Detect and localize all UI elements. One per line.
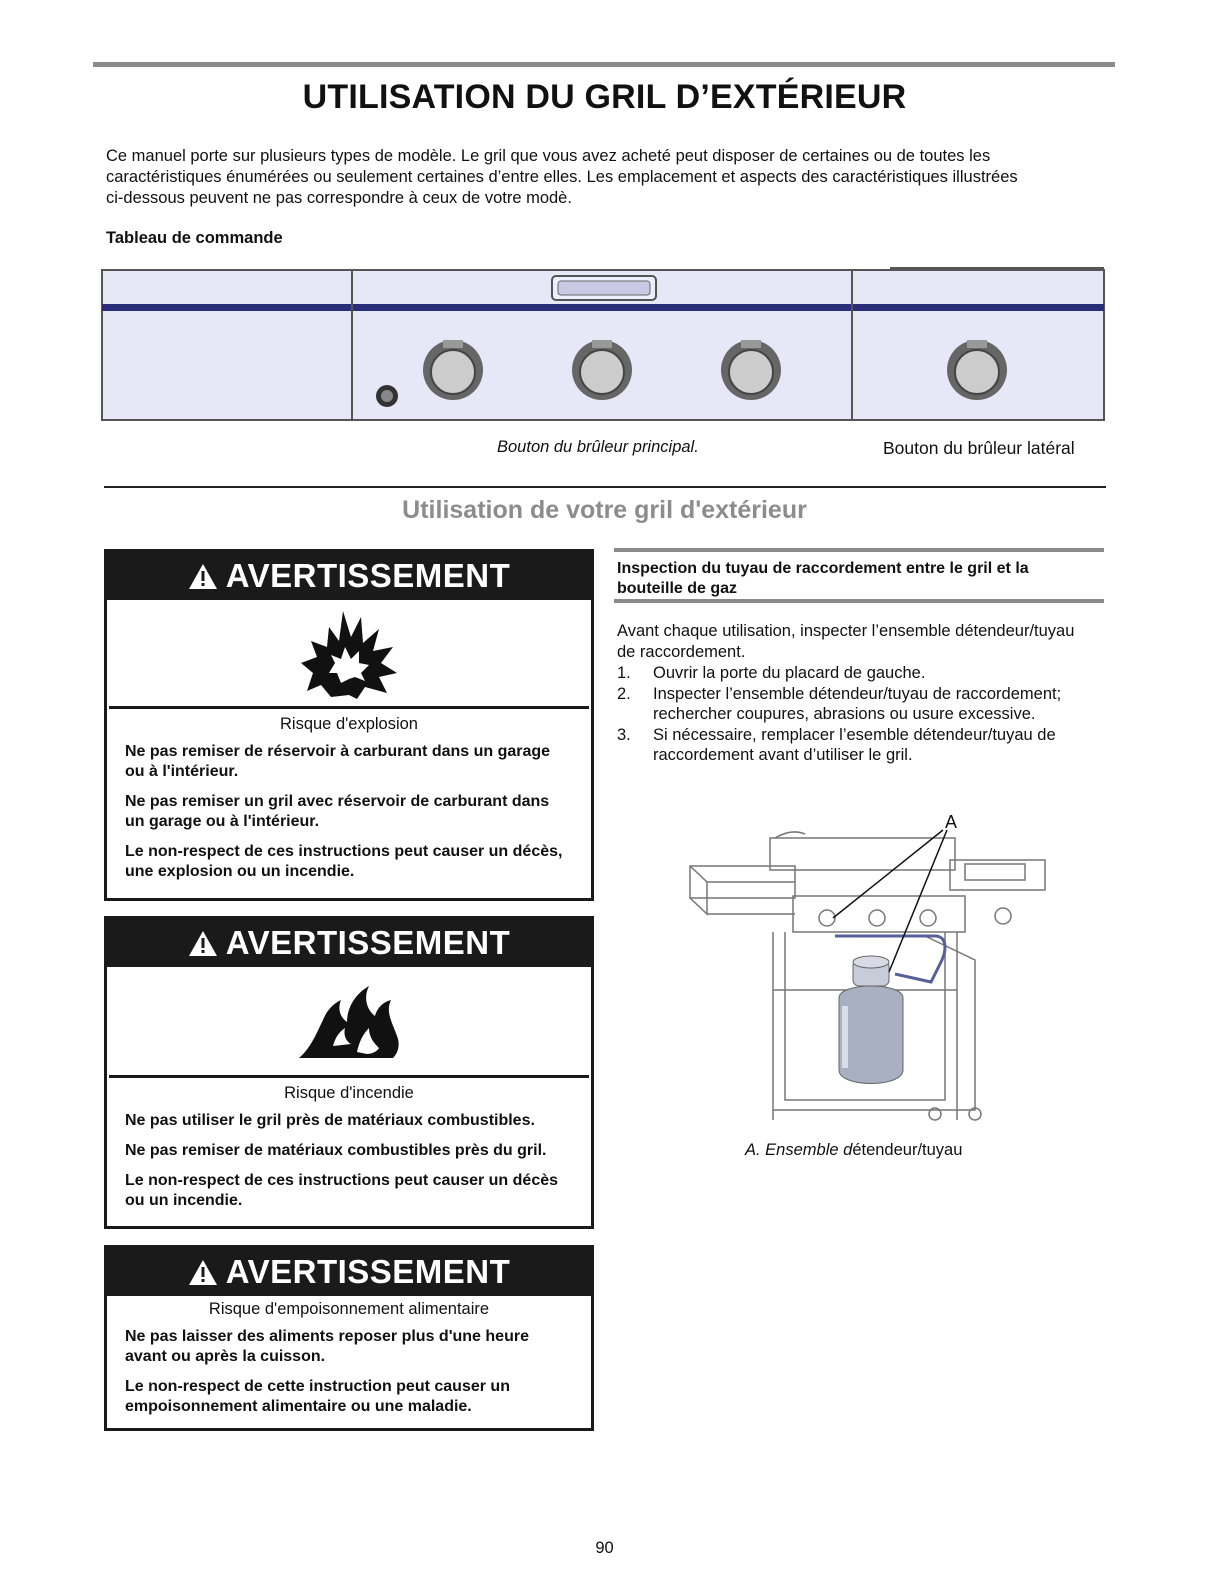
main-burner-knob-3 bbox=[721, 340, 781, 400]
step-number: 1. bbox=[617, 664, 631, 682]
page-number: 90 bbox=[595, 1539, 614, 1557]
step-text: Inspecter l’ensemble détendeur/tuyau de raccordement; rechercher coupures, abrasions ou usure excessive. bbox=[653, 684, 1062, 723]
section-rule bbox=[104, 486, 1106, 488]
intro-line: caractéristiques énumérées ou seulement certaines d’entre elles. Les emplacement et aspects des caractéristiques illustrées bbox=[106, 168, 1018, 186]
warning-risk-title: Risque d'empoisonnement alimentaire bbox=[208, 1300, 490, 1318]
warning-body bbox=[107, 709, 591, 902]
warning-box-food-poisoning bbox=[104, 1245, 594, 1431]
warning-risk-title: Risque d'incendie bbox=[284, 1084, 414, 1102]
callout-label: A bbox=[944, 812, 958, 832]
top-rule bbox=[93, 62, 1115, 67]
warning-text: Ne pas utiliser le gril près de matériaux combustibles. bbox=[125, 1112, 535, 1129]
warning-text: Le non-respect de cette instruction peut causer un empoisonnement alimentaire ou une maladie. bbox=[125, 1378, 510, 1415]
intro-line: ci-dessous peuvent ne pas correspondre à ceux de votre modè. bbox=[106, 189, 572, 207]
warning-header bbox=[107, 552, 591, 600]
main-burner-knob-1 bbox=[423, 340, 483, 400]
control-panel-label: Tableau de commande bbox=[106, 229, 283, 247]
warning-triangle-icon bbox=[188, 1259, 218, 1286]
warning-text: Le non-respect de ces instructions peut causer un décès ou un incendie. bbox=[125, 1172, 559, 1209]
side-burner-knob bbox=[947, 340, 1007, 400]
intro-line: Ce manuel porte sur plusieurs types de modèle. Le gril que vous avez acheté peut disposer de certaines ou de toutes les bbox=[106, 147, 991, 165]
step-item bbox=[617, 725, 1097, 766]
fire-icon bbox=[297, 982, 401, 1060]
warning-title: AVERTISSEMENT bbox=[225, 557, 511, 594]
control-panel-illustration bbox=[100, 266, 1110, 426]
inspection-intro: Avant chaque utilisation, inspecter l’ensemble détendeur/tuyau de raccordement. bbox=[617, 622, 1075, 661]
figure-caption-text: étendeur/tuyau bbox=[852, 1141, 963, 1159]
inspection-heading: Inspection du tuyau de raccordement entre le gril et la bouteille de gaz bbox=[617, 560, 1029, 597]
section-heading: Utilisation de votre gril d'extérieur bbox=[402, 496, 807, 524]
brand-badge bbox=[552, 276, 656, 300]
fire-icon-panel bbox=[109, 967, 589, 1078]
grill-illustration bbox=[685, 810, 1055, 1125]
warning-text: Ne pas remiser de réservoir à carburant dans un garage ou à l'intérieur. bbox=[125, 743, 551, 780]
inspection-bottom-rule bbox=[614, 599, 1104, 603]
step-text: Ouvrir la porte du placard de gauche. bbox=[653, 664, 926, 682]
warning-text: Ne pas remiser un gril avec réservoir de carburant dans un garage ou à l'intérieur. bbox=[125, 793, 550, 830]
warning-title: AVERTISSEMENT bbox=[225, 924, 511, 961]
inspection-steps bbox=[617, 663, 1097, 766]
main-burner-knob-2 bbox=[572, 340, 632, 400]
warning-header bbox=[107, 1248, 591, 1296]
figure-caption-italic: A. Ensemble d bbox=[745, 1141, 853, 1159]
main-burner-caption: Bouton du brûleur principal. bbox=[497, 438, 699, 456]
step-item bbox=[617, 663, 1097, 684]
warning-title: AVERTISSEMENT bbox=[225, 1253, 511, 1290]
explosion-icon-panel bbox=[109, 600, 589, 709]
warning-text: Ne pas remiser de matériaux combustibles près du gril. bbox=[125, 1142, 547, 1159]
warning-triangle-icon bbox=[188, 930, 218, 957]
warning-box-fire bbox=[104, 916, 594, 1229]
warning-risk-title: Risque d'explosion bbox=[280, 715, 418, 733]
figure-caption bbox=[745, 1141, 962, 1160]
propane-tank bbox=[839, 956, 903, 1084]
intro-paragraph bbox=[106, 146, 1106, 209]
inspection-top-rule bbox=[614, 548, 1104, 552]
warning-text: Ne pas laisser des aliments reposer plus d'une heure avant ou après la cuisson. bbox=[125, 1328, 529, 1365]
step-text: Si nécessaire, remplacer l’esemble détendeur/tuyau de raccordement avant d’utiliser le gril. bbox=[653, 725, 1056, 764]
side-burner-caption: Bouton du brûleur latéral bbox=[883, 438, 1075, 458]
warning-triangle-icon bbox=[188, 563, 218, 590]
step-item bbox=[617, 684, 1097, 725]
step-number: 3. bbox=[617, 725, 631, 744]
step-number: 2. bbox=[617, 684, 631, 703]
explosion-icon bbox=[301, 607, 397, 699]
page-title: UTILISATION DU GRIL D’EXTÉRIEUR bbox=[302, 78, 907, 116]
igniter-button bbox=[376, 385, 398, 407]
warning-box-explosion bbox=[104, 549, 594, 901]
warning-body bbox=[107, 1296, 591, 1437]
warning-body bbox=[107, 1078, 591, 1231]
warning-header bbox=[107, 919, 591, 967]
warning-text: Le non-respect de ces instructions peut causer un décès, une explosion ou un incendie. bbox=[125, 843, 563, 880]
